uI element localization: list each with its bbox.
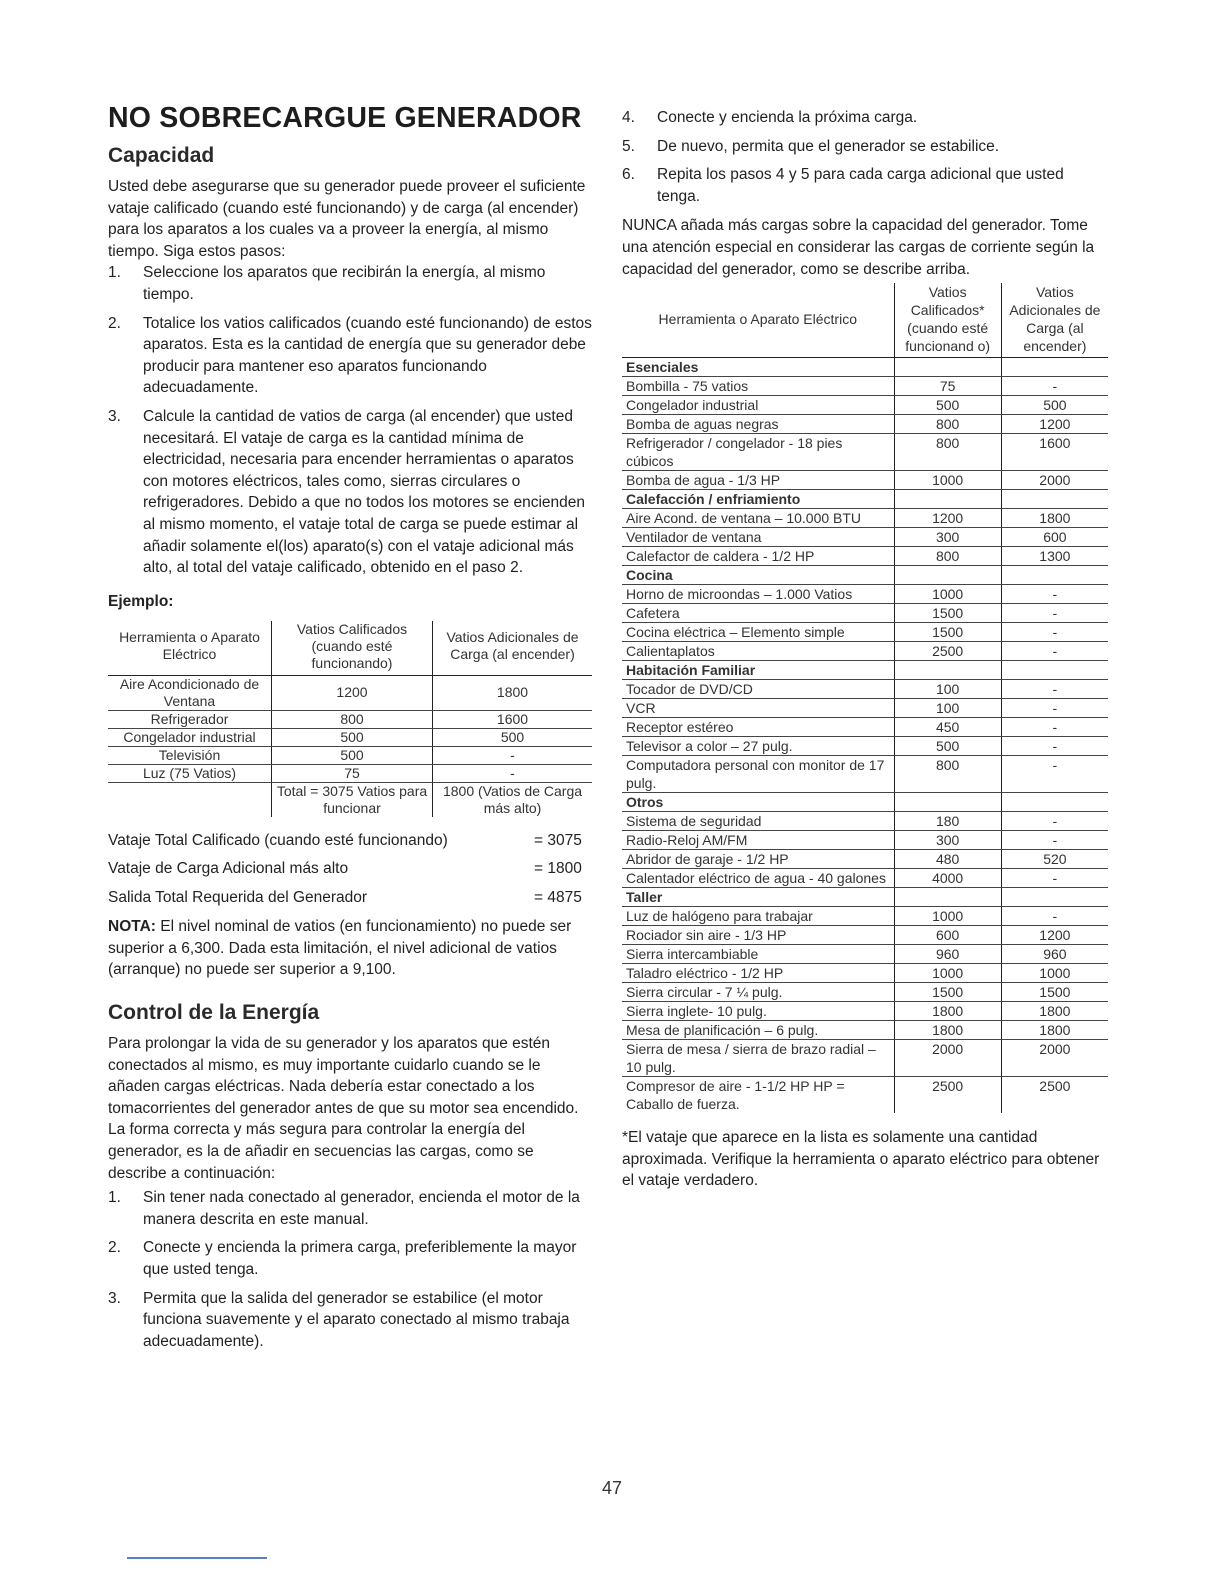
wattage-cell-tool: Calefactor de caldera - 1/2 HP [622, 547, 894, 566]
step-text: Conecte y encienda la próxima carga. [657, 109, 918, 126]
summary-row [108, 855, 592, 884]
wattage-cell-tool: Taller [622, 888, 894, 907]
wattage-cell-start: - [1001, 642, 1108, 661]
wattage-cell-rated [894, 358, 1001, 377]
wattage-cell-start [1001, 490, 1108, 509]
category-row [622, 888, 1108, 907]
example-cell-start: 1800 [433, 675, 593, 710]
wattage-table-body [622, 358, 1108, 1114]
wattage-cell-rated: 100 [894, 699, 1001, 718]
example-cell-start: 500 [433, 728, 593, 746]
wattage-cell-tool: Televisor a color – 27 pulg. [622, 737, 894, 756]
table-row [622, 850, 1108, 869]
wattage-cell-start [1001, 793, 1108, 812]
overload-warning: NUNCA añada más cargas sobre la capacidad del generador. Tome una atención especial en considerar las cargas de corriente según la capacidad del generador, como se describe arriba. [622, 217, 1095, 278]
table-row [622, 756, 1108, 793]
wattage-cell-tool: Compresor de aire - 1-1/2 HP HP = Caballo de fuerza. [626, 1078, 845, 1113]
page-title: NO SOBRECARGUE GENERADOR [108, 102, 582, 134]
table-row [622, 623, 1108, 642]
step-text: Conecte y encienda la primera carga, preferiblemente la mayor que usted tenga. [143, 1239, 577, 1278]
wattage-cell-start: - [1001, 680, 1108, 699]
wattage-cell-start: 1200 [1001, 415, 1108, 434]
wattage-cell-start: - [1001, 585, 1108, 604]
wattage-cell-tool: Habitación Familiar [622, 661, 894, 680]
wattage-cell-tool: Sierra circular - 7 ¼ pulg. [622, 983, 894, 1002]
example-header-rated: Vatios Calificados (cuando esté funcionando) [272, 621, 433, 676]
step-number: 3. [108, 1289, 121, 1307]
list-item [622, 136, 1108, 158]
wattage-cell-tool: Abridor de garaje - 1/2 HP [622, 850, 894, 869]
wattage-cell-start: 1300 [1001, 547, 1108, 566]
wattage-cell-tool: Rociador sin aire - 1/3 HP [622, 926, 894, 945]
summary-label: Salida Total Requerida del Generador [108, 888, 368, 906]
table-row [622, 509, 1108, 528]
table-row [622, 1002, 1108, 1021]
wattage-cell-start: 960 [1001, 945, 1108, 964]
example-cell-rated: 500 [272, 746, 433, 764]
step-number: 2. [108, 1239, 121, 1257]
example-total-rated: Total = 3075 Vatios para funcionar [272, 782, 433, 817]
table-row [622, 945, 1108, 964]
wattage-cell-start [1001, 888, 1108, 907]
list-item [622, 164, 1108, 207]
wattage-cell-rated: 500 [894, 396, 1001, 415]
table-row [622, 585, 1108, 604]
step-number: 2. [108, 314, 121, 332]
wattage-cell-rated: 1500 [894, 983, 1001, 1002]
summary-row [108, 884, 592, 913]
summary-value: = 4875 [534, 888, 582, 906]
section-heading-control: Control de la Energía [108, 1000, 320, 1024]
bottom-rule [127, 1557, 267, 1559]
wattage-cell-tool: Sierra intercambiable [622, 945, 894, 964]
wattage-cell-rated: 300 [894, 831, 1001, 850]
wattage-cell-rated: 75 [894, 377, 1001, 396]
table-row [622, 415, 1108, 434]
example-table [108, 621, 592, 817]
wattage-cell-rated: 500 [894, 737, 1001, 756]
table-row [108, 764, 592, 782]
wattage-cell-start: - [1001, 737, 1108, 756]
wattage-cell-tool: Esenciales [622, 358, 894, 377]
wattage-cell-rated: 1000 [894, 907, 1001, 926]
wattage-cell-start: 1800 [1001, 1021, 1108, 1040]
example-total-spacer [108, 782, 272, 817]
category-row [622, 566, 1108, 585]
wattage-cell-tool: Luz de halógeno para trabajar [622, 907, 894, 926]
table-row [622, 642, 1108, 661]
table-row [108, 710, 592, 728]
right-column [622, 100, 1108, 1192]
wattage-cell-tool: Computadora personal con monitor de 17 pulg. [622, 756, 894, 793]
step-text: Seleccione los aparatos que recibirán la energía, al mismo tiempo. [143, 264, 546, 303]
wattage-cell-tool: Congelador industrial [622, 396, 894, 415]
wattage-cell-start: - [1001, 604, 1108, 623]
wattage-cell-start: - [1001, 831, 1108, 850]
list-item [108, 1288, 592, 1353]
example-cell-start: - [433, 746, 593, 764]
page-number: 47 [601, 1478, 623, 1498]
wattage-cell-tool: Tocador de DVD/CD [622, 680, 894, 699]
wattage-cell-tool: Mesa de planificación – 6 pulg. [622, 1021, 894, 1040]
wattage-cell-tool: Calientaplatos [622, 642, 894, 661]
capacidad-steps [108, 262, 592, 578]
note-paragraph [108, 916, 592, 981]
wattage-cell-rated: 1500 [894, 604, 1001, 623]
wattage-cell-tool: Receptor estéreo [622, 718, 894, 737]
wattage-cell-start: 1500 [1001, 983, 1108, 1002]
step-number: 3. [108, 407, 121, 425]
control-steps-left [108, 1187, 592, 1352]
wattage-cell-tool: Otros [622, 793, 894, 812]
wattage-cell-start: - [1001, 718, 1108, 737]
category-row [622, 793, 1108, 812]
wattage-cell-rated: 1000 [894, 964, 1001, 983]
wattage-cell-rated: 100 [894, 680, 1001, 699]
wattage-cell-rated: 1200 [894, 509, 1001, 528]
step-text: Repita los pasos 4 y 5 para cada carga adicional que usted tenga. [657, 166, 1064, 205]
wattage-cell-start: 2500 [1001, 1077, 1108, 1114]
wattage-cell-tool: Sierra inglete- 10 pulg. [622, 1002, 894, 1021]
list-item [108, 262, 592, 305]
example-cell-tool: Refrigerador [108, 710, 272, 728]
example-cell-tool: Aire Acondicionado de Ventana [108, 675, 272, 710]
wattage-cell-start: 500 [1001, 396, 1108, 415]
table-row [622, 396, 1108, 415]
capacidad-intro: Usted debe asegurarse que su generador puede proveer el suficiente vataje calificado (cuando esté funcionando) y de carga (al encender) para los aparatos a los cuales va a proveer la energía, al mismo tiempo. Siga estos pasos: [108, 178, 586, 260]
example-cell-tool: Congelador industrial [108, 728, 272, 746]
wattage-cell-start: 1800 [1001, 509, 1108, 528]
step-text: De nuevo, permita que el generador se estabilice. [657, 137, 1000, 155]
category-row [622, 490, 1108, 509]
wattage-cell-rated: 480 [894, 850, 1001, 869]
example-cell-rated: 800 [272, 710, 433, 728]
table-row [108, 746, 592, 764]
summary-value: = 1800 [534, 860, 582, 878]
list-item [108, 1237, 592, 1280]
wattage-cell-tool: Cocina [622, 566, 894, 585]
wattage-cell-rated: 2000 [894, 1040, 1001, 1077]
table-row [622, 812, 1108, 831]
wattage-cell-rated [894, 490, 1001, 509]
wattage-cell-tool: Bomba de aguas negras [622, 415, 894, 434]
wattage-cell-rated: 800 [894, 415, 1001, 434]
step-number: 6. [622, 166, 635, 184]
wattage-cell-tool: Sierra de mesa / sierra de brazo radial – 10 pulg. [622, 1040, 894, 1077]
table-row [622, 831, 1108, 850]
step-number: 4. [622, 109, 635, 126]
example-cell-tool: Luz (75 Vatios) [108, 764, 272, 782]
wattage-cell-rated: 1000 [894, 585, 1001, 604]
footnote: *El vataje que aparece en la lista es solamente una cantidad aproximada. Verifique la herramienta o aparato eléctrico para obtener el vataje verdadero. [622, 1129, 1100, 1190]
summary-row [108, 827, 592, 856]
wattage-cell-tool: Bombilla - 75 vatios [622, 377, 894, 396]
table-row [622, 377, 1108, 396]
table-row [622, 547, 1108, 566]
wattage-cell-start: 1800 [1001, 1002, 1108, 1021]
table-row-total [108, 782, 592, 817]
table-row [622, 926, 1108, 945]
wattage-cell-rated: 1800 [894, 1002, 1001, 1021]
wattage-cell-rated: 4000 [894, 869, 1001, 888]
example-cell-rated: 75 [272, 764, 433, 782]
left-column [108, 98, 592, 1352]
category-row [622, 661, 1108, 680]
list-item [622, 107, 1108, 129]
section-heading-capacidad: Capacidad [108, 144, 215, 167]
wattage-cell-rated [894, 661, 1001, 680]
example-cell-start: 1600 [433, 710, 593, 728]
wattage-cell-rated: 180 [894, 812, 1001, 831]
wattage-cell-tool: Horno de microondas – 1.000 Vatios [622, 585, 894, 604]
control-intro: Para prolongar la vida de su generador y los aparatos que estén conectados al mismo, es muy importante cuidarlo cuando se le añaden cargas eléctricas. Nada debería estar conectado a los tomacorrientes del generador antes de que su motor sea encendido. La forma correcta y más segura para controlar la energía del generador, es la de añadir en secuencias las cargas, como se describe a continuación: [108, 1034, 579, 1182]
table-row [622, 737, 1108, 756]
wattage-cell-tool: Radio-Reloj AM/FM [622, 831, 894, 850]
step-number: 1. [108, 264, 121, 282]
wattage-cell-start: - [1001, 699, 1108, 718]
wattage-cell-rated: 1500 [894, 623, 1001, 642]
wattage-cell-start [1001, 566, 1108, 585]
wattage-cell-start: - [1001, 623, 1108, 642]
table-row [622, 471, 1108, 490]
wattage-cell-tool: Ventilador de ventana [622, 528, 894, 547]
wattage-cell-rated: 1800 [894, 1021, 1001, 1040]
example-table-body [108, 675, 592, 817]
wattage-cell-tool: Taladro eléctrico - 1/2 HP [622, 964, 894, 983]
step-text: Totalice los vatios calificados (cuando esté funcionando) de estos aparatos. Esta es la cantidad de energía que su generador debe producir para mantener eso aparatos funcionando adecuadamente. [143, 314, 592, 397]
wattage-cell-rated: 450 [894, 718, 1001, 737]
example-cell-rated: 1200 [272, 675, 433, 710]
wattage-cell-tool: Calefacción / enfriamiento [622, 490, 894, 509]
summary-label: Vataje de Carga Adicional más alto [108, 860, 349, 878]
wattage-cell-start: - [1001, 377, 1108, 396]
wattage-header-start: Vatios Adicionales de Carga (al encender) [1001, 283, 1108, 358]
wattage-cell-start: 520 [1001, 850, 1108, 869]
wattage-header-rated: Vatios Calificados* (cuando esté funcionand o) [894, 283, 1001, 358]
wattage-cell-start [1001, 661, 1108, 680]
table-row [622, 964, 1108, 983]
table-row [108, 728, 592, 746]
table-row [622, 604, 1108, 623]
category-row [622, 358, 1108, 377]
wattage-cell-rated: 960 [894, 945, 1001, 964]
wattage-cell-start: 2000 [1001, 471, 1108, 490]
table-row [622, 680, 1108, 699]
wattage-summary [108, 827, 592, 913]
wattage-cell-rated [894, 793, 1001, 812]
wattage-cell-rated: 1000 [894, 471, 1001, 490]
step-number: 5. [622, 137, 635, 155]
table-row [622, 869, 1108, 888]
wattage-cell-tool: Calentador eléctrico de agua - 40 galones [622, 869, 894, 888]
example-label: Ejemplo: [108, 592, 174, 610]
table-row [622, 718, 1108, 737]
summary-value: = 3075 [534, 831, 582, 849]
wattage-cell-start: 600 [1001, 528, 1108, 547]
example-cell-start: - [433, 764, 593, 782]
wattage-cell-rated: 600 [894, 926, 1001, 945]
wattage-cell-rated: 800 [894, 547, 1001, 566]
wattage-cell-tool: Refrigerador / congelador - 18 pies cúbicos [622, 434, 894, 471]
wattage-cell-tool: Aire Acond. de ventana – 10.000 BTU [622, 509, 894, 528]
example-header-tool: Herramienta o Aparato Eléctrico [108, 621, 272, 676]
table-row [622, 907, 1108, 926]
wattage-cell-rated: 300 [894, 528, 1001, 547]
wattage-cell-start: 1000 [1001, 964, 1108, 983]
wattage-cell-rated [894, 888, 1001, 907]
wattage-cell-start: 1600 [1001, 434, 1108, 471]
wattage-cell-start: 1200 [1001, 926, 1108, 945]
step-text: Permita que la salida del generador se estabilice (el motor funciona suavemente y el aparato conectado al mismo trabaja adecuadamente). [143, 1289, 570, 1350]
list-item [108, 406, 592, 579]
wattage-cell-tool: Sistema de seguridad [622, 812, 894, 831]
table-row [108, 675, 592, 710]
note-label: NOTA: [108, 918, 156, 936]
summary-label: Vataje Total Calificado (cuando esté funcionando) [108, 831, 448, 849]
list-item [108, 313, 592, 399]
table-row [622, 434, 1108, 471]
step-number: 1. [108, 1189, 121, 1207]
wattage-cell-rated: 800 [894, 756, 1001, 793]
table-row [622, 1077, 1108, 1114]
table-row [622, 699, 1108, 718]
wattage-cell-start: 2000 [1001, 1040, 1108, 1077]
example-total-start: 1800 (Vatios de Carga más alto) [442, 782, 583, 816]
wattage-cell-start: - [1001, 756, 1108, 793]
wattage-cell-start: - [1001, 812, 1108, 831]
wattage-cell-rated: 2500 [894, 642, 1001, 661]
step-text: Sin tener nada conectado al generador, encienda el motor de la manera descrita en este manual. [143, 1189, 580, 1228]
step-text: Calcule la cantidad de vatios de carga (al encender) que usted necesitará. El vataje de carga es la cantidad mínima de electricidad, necesaria para encender herramientas o aparatos con motores eléctricos, tales como, sierras circulares o refrigeradores. Debido a que no todos los motores se encienden al mismo momento, el vataje total de carga se puede estimar al añadir solamente el(los) aparato(s) con el vataje adicional más alto, al total del vataje calificado, obtenido en el paso 2. [143, 407, 586, 577]
list-item [108, 1187, 592, 1230]
example-header-start: Vatios Adicionales de Carga (al encender) [433, 621, 593, 676]
table-row [622, 528, 1108, 547]
example-cell-rated: 500 [272, 728, 433, 746]
note-text: El nivel nominal de vatios (en funcionamiento) no puede ser superior a 6,300. Dada esta limitación, el nivel adicional de vatios (arranque) no puede ser superior a 9,100. [108, 918, 572, 979]
table-row [622, 1021, 1108, 1040]
wattage-cell-start: - [1001, 869, 1108, 888]
wattage-header-tool: Herramienta o Aparato Eléctrico [622, 283, 894, 358]
wattage-cell-tool: Cafetera [622, 604, 894, 623]
wattage-cell-tool: Cocina eléctrica – Elemento simple [622, 623, 894, 642]
wattage-cell-rated [894, 566, 1001, 585]
control-steps-right [622, 107, 1108, 207]
wattage-cell-tool: VCR [622, 699, 894, 718]
wattage-cell-tool: Bomba de agua - 1/3 HP [622, 471, 894, 490]
table-row [622, 983, 1108, 1002]
wattage-cell-rated: 800 [894, 434, 1001, 471]
table-row [622, 1040, 1108, 1077]
wattage-table [622, 283, 1108, 1113]
example-cell-tool: Televisión [108, 746, 272, 764]
wattage-cell-start [1001, 358, 1108, 377]
wattage-cell-rated: 2500 [894, 1077, 1001, 1114]
wattage-cell-start: - [1001, 907, 1108, 926]
